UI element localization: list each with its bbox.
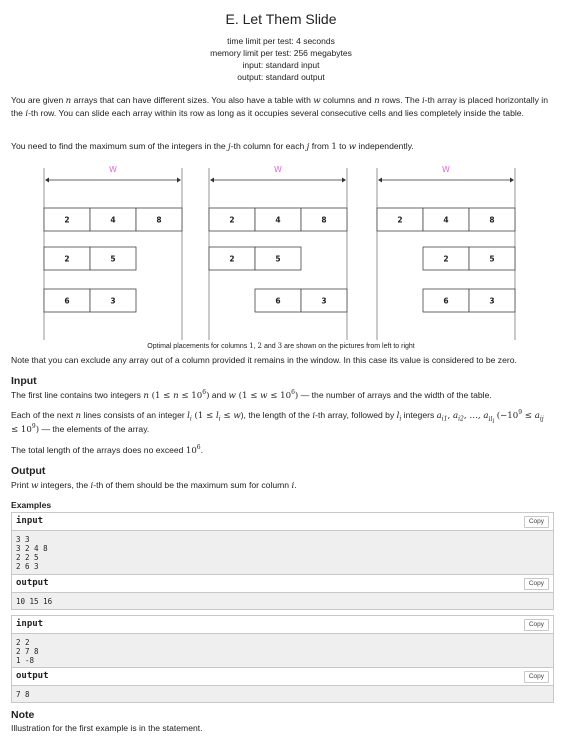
examples-heading: Examples bbox=[11, 500, 52, 510]
input-heading: Input bbox=[11, 375, 37, 387]
width-label: W bbox=[274, 165, 282, 174]
array-cell-value: 6 bbox=[275, 296, 281, 306]
note-heading: Note bbox=[11, 709, 35, 721]
example-2-output-text: 7 8 bbox=[12, 686, 553, 702]
array-cell-value: 6 bbox=[64, 296, 70, 306]
example-1-input-text: 3 3 3 2 4 8 2 2 5 2 6 3 bbox=[12, 531, 553, 574]
example-1-output-text: 10 15 16 bbox=[12, 593, 553, 609]
output-label: output bbox=[16, 671, 49, 681]
output-label: output bbox=[16, 578, 49, 588]
array-cell-value: 2 bbox=[229, 215, 235, 225]
array-cell-value: 4 bbox=[275, 215, 281, 225]
width-arrow-left-head bbox=[210, 178, 214, 183]
example-2-input-text: 2 2 2 7 8 1 -8 bbox=[12, 634, 553, 668]
diagram-svg bbox=[0, 160, 562, 350]
input-line-3: The total length of the arrays does no exceed $10^6$. bbox=[11, 444, 204, 456]
width-arrow-right-head bbox=[177, 178, 181, 183]
output-heading: Output bbox=[11, 465, 46, 477]
copy-button[interactable]: Copy bbox=[524, 671, 549, 683]
output-description: Print w integers, the i-th of them should be the maximum sum for column i. bbox=[11, 480, 297, 491]
array-cell-value: 6 bbox=[443, 296, 449, 306]
width-label: W bbox=[109, 165, 117, 174]
array-cell-value: 2 bbox=[443, 254, 449, 264]
input-line-2: Each of the next n lines consists of an integer $l_i$ $(1 \le l_i \le w)$, the length of the i-th array, followed by $l_i$ integers $a_{i1}$, $a_{i2}$, …, $a_{il_i}$ $(-10^9 \le a_{ij} \le 10^9)$ — the elements of the array. bbox=[11, 409, 544, 435]
memory-limit: memory limit per test: 256 megabytes bbox=[210, 48, 352, 58]
copy-button[interactable]: Copy bbox=[524, 619, 549, 631]
array-cell-value: 5 bbox=[489, 254, 495, 264]
array-cell-value: 3 bbox=[489, 296, 495, 306]
input-spec: input: standard input bbox=[242, 60, 320, 70]
output-spec: output: standard output bbox=[237, 72, 325, 82]
time-limit: time limit per test: 4 seconds bbox=[227, 36, 335, 46]
array-cell-value: 2 bbox=[229, 254, 235, 264]
input-label: input bbox=[16, 619, 44, 629]
example-1-output bbox=[11, 574, 554, 610]
width-arrow-right-head bbox=[510, 178, 514, 183]
exclude-note: Note that you can exclude any array out of a column provided it remains in the window. In this case its value is considered to be zero. bbox=[11, 355, 517, 365]
width-label: W bbox=[442, 165, 450, 174]
sliding-arrays-diagram bbox=[0, 160, 562, 350]
note-text: Illustration for the first example is in the statement. bbox=[11, 723, 203, 733]
statement-paragraph-1: You are given n arrays that can have different sizes. You also have a table with w columns and n rows. The i-th array is placed horizontally in the i-th row. You can slide each array within its row as long as it occupies several consecutive cells and lies completely inside the table. bbox=[11, 95, 548, 119]
width-arrow-left-head bbox=[45, 178, 49, 183]
array-cell-value: 8 bbox=[489, 215, 495, 225]
input-line-1: The first line contains two integers n $(1 \le n \le 10^6)$ and w $(1 \le w \le 10^6)$ — the number of arrays and the width of the table. bbox=[11, 389, 492, 401]
array-cell-value: 2 bbox=[397, 215, 403, 225]
copy-button[interactable]: Copy bbox=[524, 578, 549, 590]
input-label: input bbox=[16, 516, 44, 526]
example-1-input bbox=[11, 512, 554, 575]
diagram-caption: Optimal placements for columns 1, 2 and 3 are shown on the pictures from left to right bbox=[147, 342, 415, 350]
example-2-input bbox=[11, 615, 554, 669]
array-cell-value: 3 bbox=[110, 296, 116, 306]
array-cell-value: 3 bbox=[321, 296, 327, 306]
width-arrow-left-head bbox=[378, 178, 382, 183]
array-cell-value: 8 bbox=[321, 215, 327, 225]
array-cell-value: 2 bbox=[64, 254, 70, 264]
width-arrow-right-head bbox=[342, 178, 346, 183]
array-cell-value: 8 bbox=[156, 215, 162, 225]
array-cell-value: 5 bbox=[110, 254, 116, 264]
copy-button[interactable]: Copy bbox=[524, 516, 549, 528]
statement-paragraph-2: You need to find the maximum sum of the integers in the j-th column for each j from 1 to w independently. bbox=[11, 141, 414, 152]
array-cell-value: 5 bbox=[275, 254, 281, 264]
array-cell-value: 4 bbox=[443, 215, 449, 225]
array-cell-value: 4 bbox=[110, 215, 116, 225]
problem-title: E. Let Them Slide bbox=[225, 11, 337, 27]
array-cell-value: 2 bbox=[64, 215, 70, 225]
example-2-output bbox=[11, 667, 554, 703]
